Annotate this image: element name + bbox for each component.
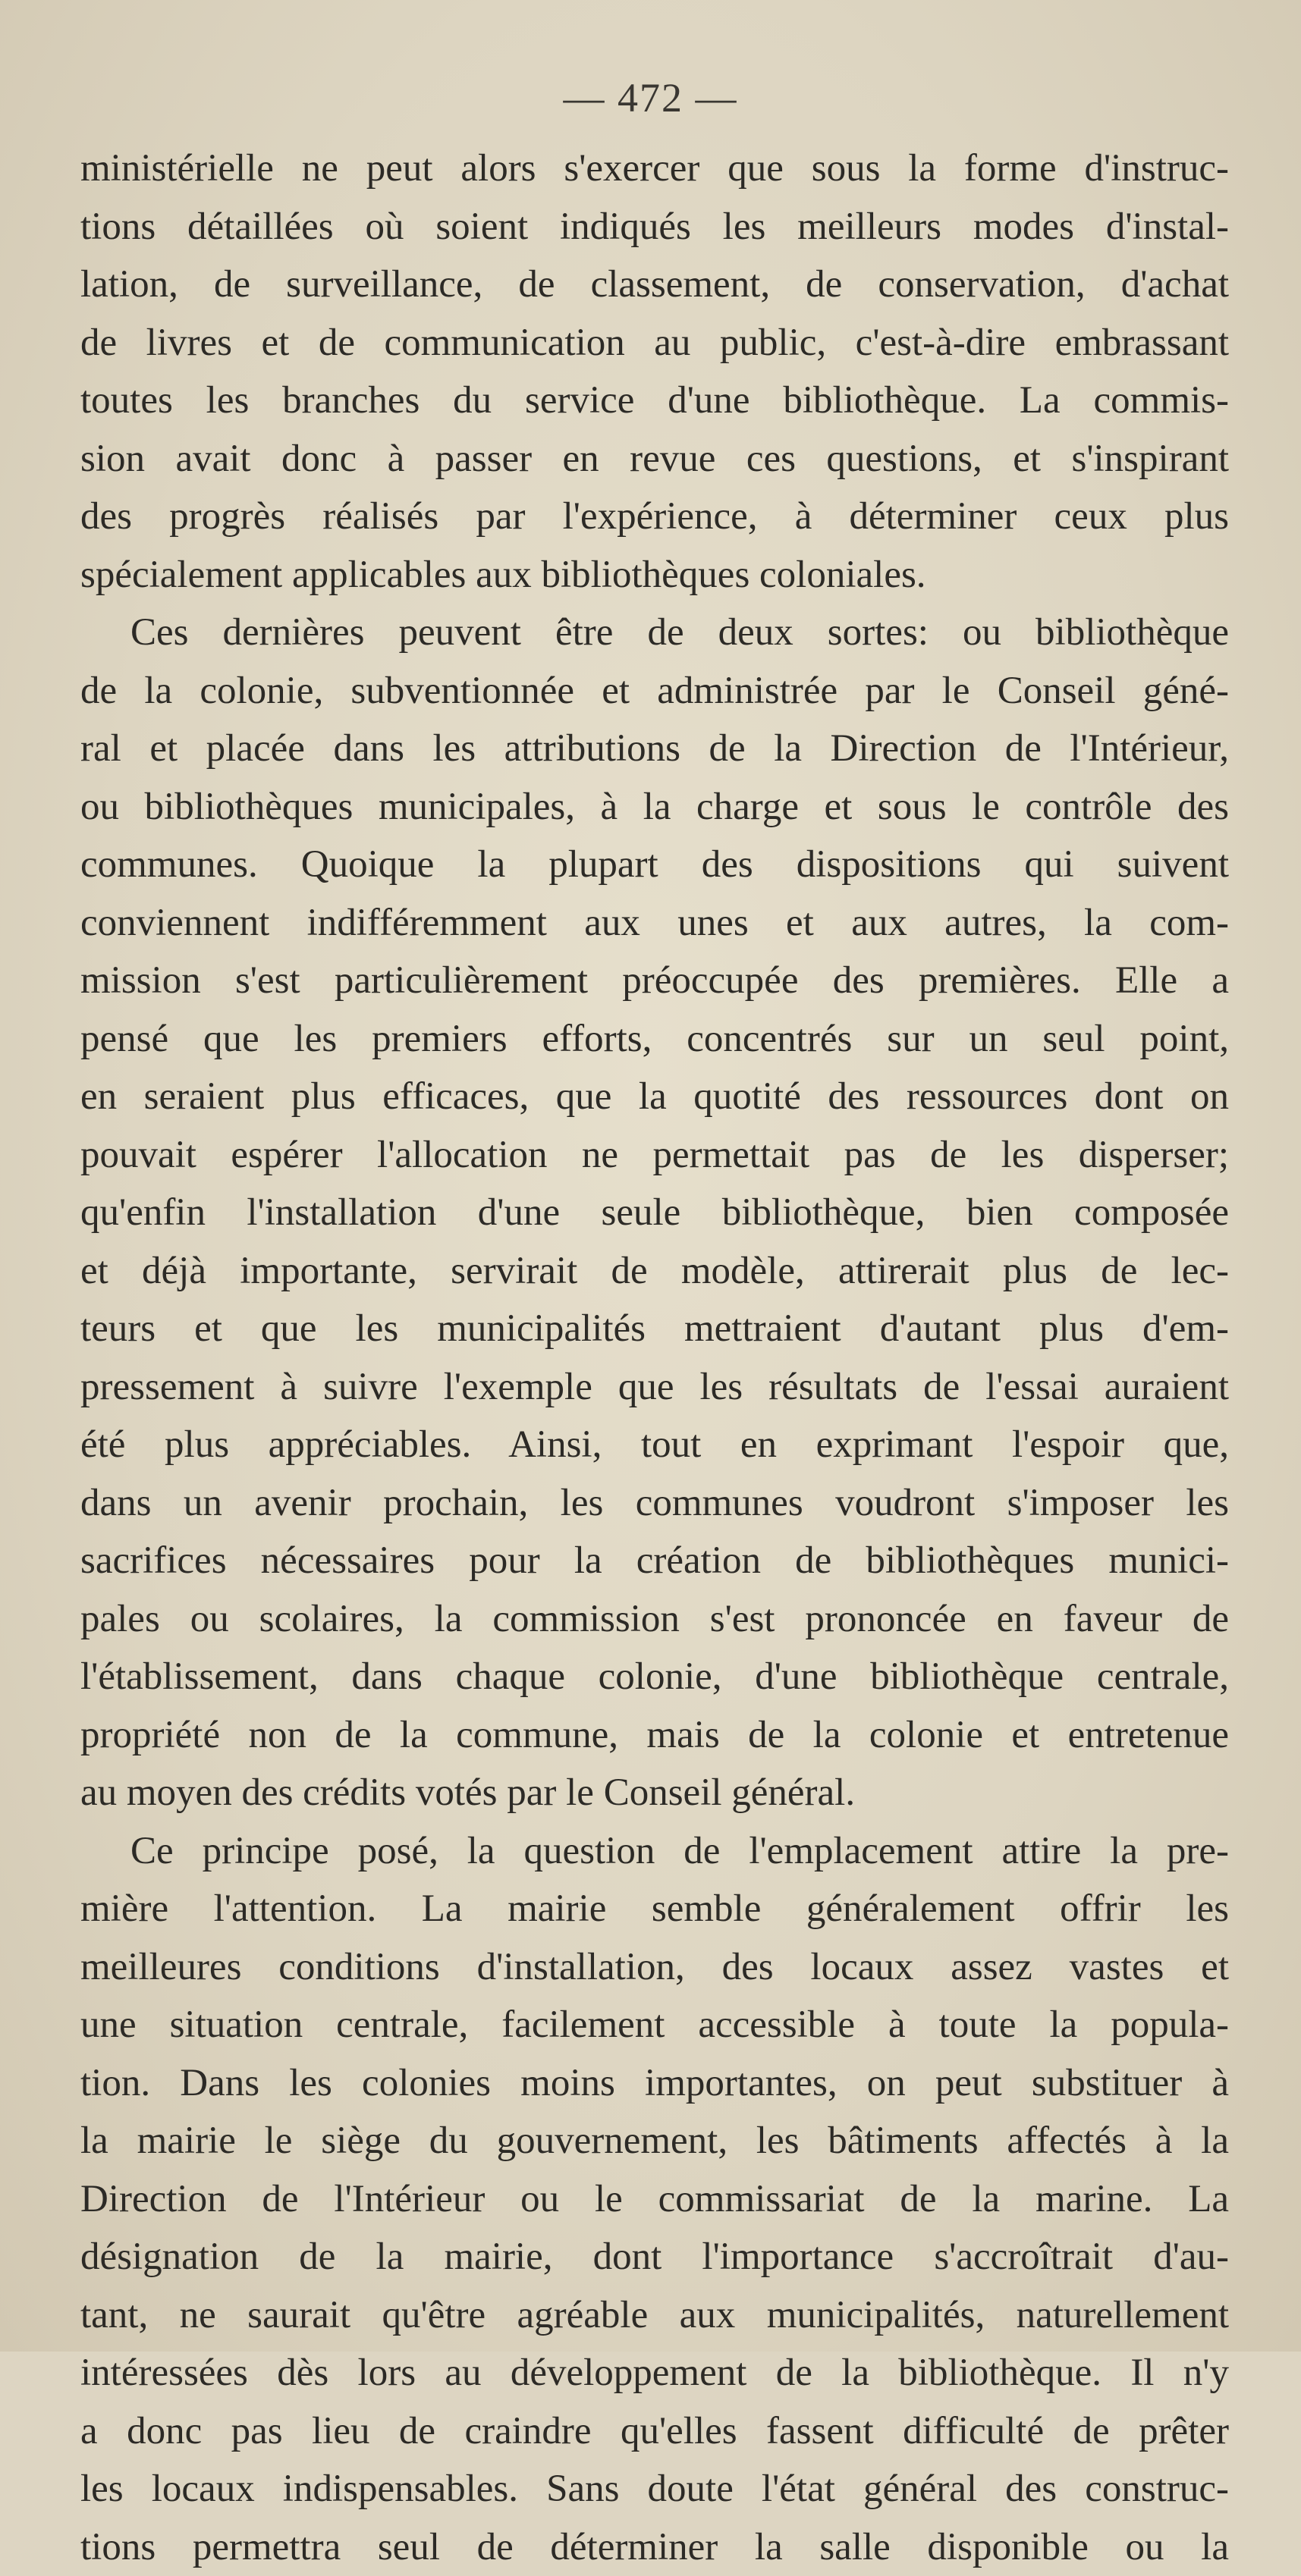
text-line: ral et placée dans les attributions de la Direction de l'Intérieur, <box>80 720 1229 778</box>
text-line: Ce principe posé, la question de l'emplacement attire la pre- <box>80 1822 1229 1881</box>
text-line: sion avait donc à passer en revue ces questions, et s'inspirant <box>80 430 1229 488</box>
text-line: conviennent indifféremment aux unes et aux autres, la com- <box>80 894 1229 952</box>
text-line: des progrès réalisés par l'expérience, à déterminer ceux plus <box>80 488 1229 546</box>
text-line: tions permettra seul de déterminer la salle disponible ou la <box>80 2518 1229 2576</box>
text-line: lation, de surveillance, de classement, de conservation, d'achat <box>80 256 1229 314</box>
text-line: tant, ne saurait qu'être agréable aux municipalités, naturellement <box>80 2286 1229 2345</box>
text-line: pouvait espérer l'allocation ne permettait pas de les disperser; <box>80 1126 1229 1184</box>
text-line: pensé que les premiers efforts, concentrés sur un seul point, <box>80 1010 1229 1068</box>
text-line: teurs et que les municipalités mettraient d'autant plus d'em- <box>80 1300 1229 1358</box>
text-line: mière l'attention. La mairie semble généralement offrir les <box>80 1880 1229 1938</box>
text-line: de livres et de communication au public, c'est-à-dire embrassant <box>80 314 1229 372</box>
text-line: pressement à suivre l'exemple que les résultats de l'essai auraient <box>80 1358 1229 1417</box>
text-line: tions détaillées où soient indiqués les meilleurs modes d'instal- <box>80 198 1229 256</box>
text-line: la mairie le siège du gouvernement, les bâtiments affectés à la <box>80 2112 1229 2170</box>
text-line: mission s'est particulièrement préoccupée des premières. Elle a <box>80 952 1229 1010</box>
text-line: Direction de l'Intérieur ou le commissariat de la marine. La <box>80 2170 1229 2229</box>
text-line: propriété non de la commune, mais de la colonie et entretenue <box>80 1706 1229 1765</box>
text-line: intéressées dès lors au développement de la bibliothèque. Il n'y <box>80 2344 1229 2402</box>
text-line: de la colonie, subventionnée et administrée par le Conseil géné- <box>80 662 1229 720</box>
text-line: pales ou scolaires, la commission s'est prononcée en faveur de <box>80 1590 1229 1649</box>
text-line: au moyen des crédits votés par le Conseil général. <box>80 1764 1229 1822</box>
text-line: sacrifices nécessaires pour la création de bibliothèques munici- <box>80 1532 1229 1590</box>
text-line: une situation centrale, facilement accessible à toute la popula- <box>80 1996 1229 2054</box>
text-line: ministérielle ne peut alors s'exercer que sous la forme d'instruc- <box>80 140 1229 198</box>
text-line: qu'enfin l'installation d'une seule bibliothèque, bien composée <box>80 1184 1229 1242</box>
text-line: a donc pas lieu de craindre qu'elles fassent difficulté de prêter <box>80 2402 1229 2461</box>
text-line: dans un avenir prochain, les communes voudront s'imposer les <box>80 1474 1229 1533</box>
text-line: en seraient plus efficaces, que la quotité des ressources dont on <box>80 1068 1229 1126</box>
body-text <box>80 140 1229 2576</box>
text-line: spécialement applicables aux bibliothèques coloniales. <box>80 546 1229 604</box>
text-line: et déjà importante, servirait de modèle, attirerait plus de lec- <box>80 1242 1229 1301</box>
text-line: meilleures conditions d'installation, des locaux assez vastes et <box>80 1938 1229 1997</box>
text-line: l'établissement, dans chaque colonie, d'une bibliothèque centrale, <box>80 1648 1229 1706</box>
text-line: ou bibliothèques municipales, à la charge et sous le contrôle des <box>80 778 1229 836</box>
page-number: — 472 — <box>0 74 1301 121</box>
text-line: Ces dernières peuvent être de deux sortes: ou bibliothèque <box>80 604 1229 662</box>
text-line: été plus appréciables. Ainsi, tout en exprimant l'espoir que, <box>80 1416 1229 1474</box>
text-line: les locaux indispensables. Sans doute l'état général des construc- <box>80 2460 1229 2518</box>
text-line: toutes les branches du service d'une bibliothèque. La commis- <box>80 372 1229 430</box>
text-line: désignation de la mairie, dont l'importance s'accroîtrait d'au- <box>80 2228 1229 2286</box>
text-line: communes. Quoique la plupart des dispositions qui suivent <box>80 836 1229 894</box>
text-line: tion. Dans les colonies moins importantes, on peut substituer à <box>80 2054 1229 2113</box>
